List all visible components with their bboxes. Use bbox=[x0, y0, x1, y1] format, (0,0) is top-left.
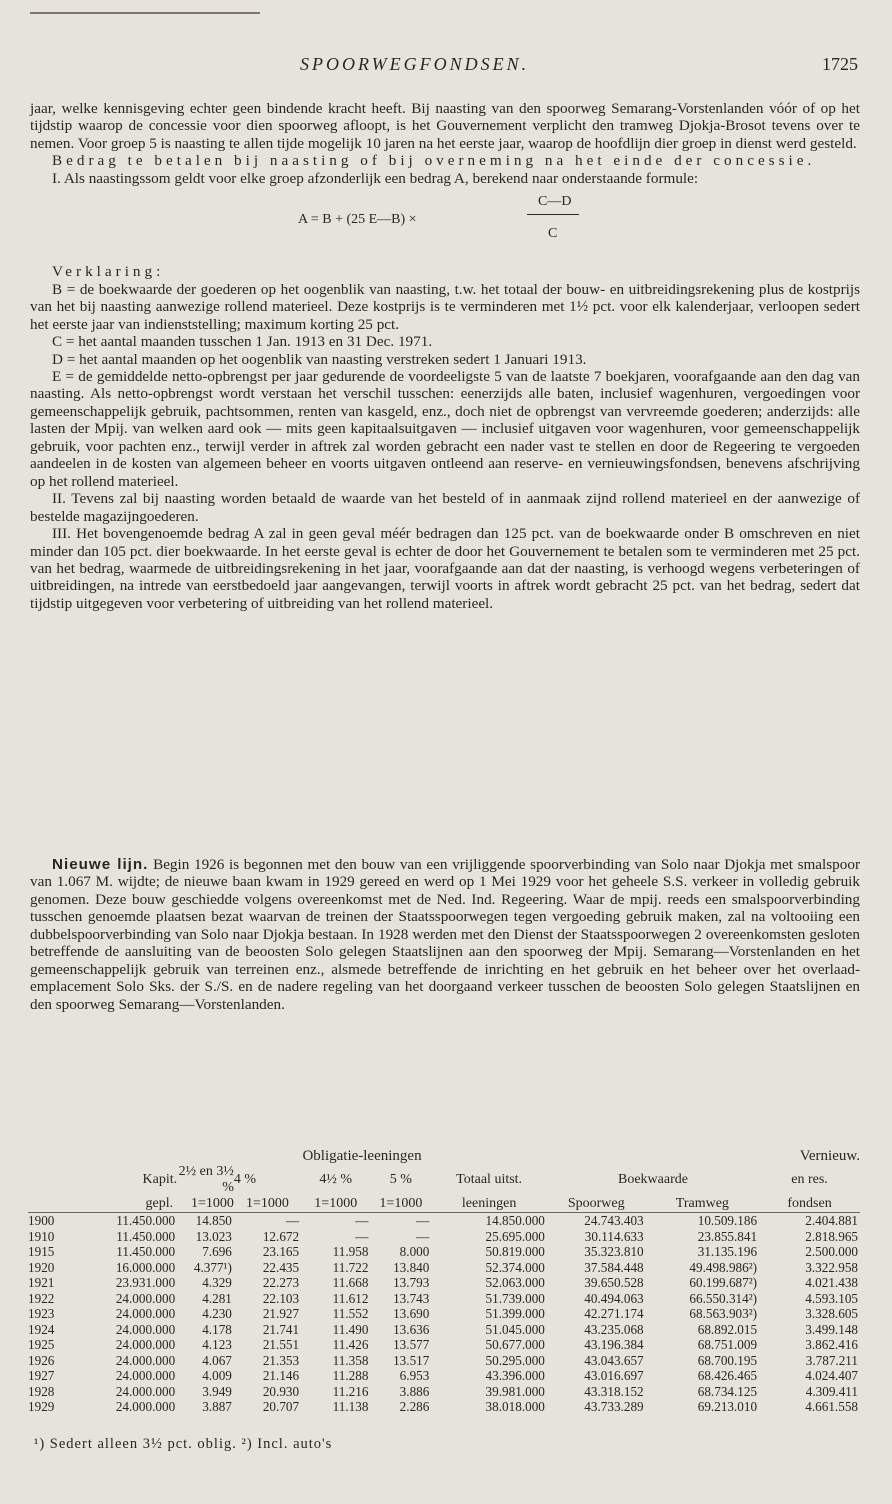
formula-denominator: C bbox=[548, 226, 558, 242]
table-cell: 11.288 bbox=[332, 1368, 369, 1383]
table-cell: 68.700.195 bbox=[697, 1352, 758, 1368]
table-cell: 14.850.000 bbox=[485, 1213, 545, 1228]
table-cell: 21.353 bbox=[262, 1352, 300, 1368]
table-cell-year: 1923 bbox=[28, 1306, 55, 1321]
table-cell: 24.000.000 bbox=[115, 1290, 176, 1306]
fraction-line bbox=[527, 214, 579, 215]
table-cell: 11.958 bbox=[332, 1244, 369, 1259]
header-col-2half: 2½ en 3½ % bbox=[178, 1164, 234, 1195]
table-cell: 40.494.063 bbox=[584, 1290, 644, 1306]
table-cell: 4.661.558 bbox=[805, 1399, 858, 1414]
header-unit-4: 1=1000 bbox=[379, 1196, 423, 1211]
definition-c: C = het aantal maanden tusschen 1 Jan. 1913 en 31 Dec. 1971. bbox=[52, 333, 433, 351]
header-kapit: Kapit. bbox=[142, 1172, 178, 1187]
table-cell: 39.981.000 bbox=[485, 1383, 545, 1399]
table-cell: 20.930 bbox=[262, 1383, 300, 1399]
definition-e: E = de gemiddelde netto-opbrengst per jaar gedurende de voordeeligste 5 van de laatste 7 boekjaren, voorafgaande aan den dag van naasting. Als netto-opbrengst wordt verstaan het verschil tusschen: eenerzijds alle baten, inclusief wagenhuren, vergoedingen voor gemeenschappelijk gebruik, pachtsommen, renten van kasgeld, enz., doch niet de opbrengst van vervreemde goederen; anderzijds: alle lasten der Mpij. van welken aard ook — mits geen kapitaalsuitgaven — inclusief uitgaven voor wagenhuren, voor gemeenschappelijk gebruik, voor pachten enz., terwijl verder in aftrek zal worden gebracht een nader vast te stellen en door de Regeering te vergoeden aandeelen in de kosten van algemeen beheer en voorts uitgaven ontleend aan reserve- en vernieuwingsfondsen, benevens afschrijving op het rollend materieel. bbox=[30, 367, 860, 490]
table-row bbox=[28, 1260, 860, 1276]
table-cell: 11.426 bbox=[332, 1337, 369, 1352]
table-cell: 24.000.000 bbox=[115, 1321, 176, 1337]
table-cell: 4.377¹) bbox=[193, 1259, 232, 1275]
header-fondsen: fondsen bbox=[787, 1196, 832, 1211]
table-cell: 4.329 bbox=[202, 1275, 232, 1290]
table-body bbox=[28, 1213, 860, 1415]
table-cell: 6.953 bbox=[399, 1368, 430, 1383]
table-cell: 13.636 bbox=[393, 1321, 430, 1337]
table-cell: 23.931.000 bbox=[115, 1275, 176, 1290]
heading-bedrag: Bedrag te betalen bij naasting of bij overneming na het einde der concessie. bbox=[52, 152, 816, 170]
table-cell: 52.374.000 bbox=[485, 1259, 545, 1275]
table-cell: 24.000.000 bbox=[115, 1383, 176, 1399]
table-cell: 11.490 bbox=[332, 1321, 369, 1337]
table-cell: 12.672 bbox=[262, 1228, 300, 1244]
table-cell: 31.135.196 bbox=[697, 1244, 758, 1259]
verklaring-heading: Verklaring: bbox=[52, 263, 165, 281]
paragraph-ii: II. Tevens zal bij naasting worden betaald de waarde van het besteld of in aanmaak zijnd rollend materieel en der aanwezige of bestelde magazijngoederen. bbox=[30, 490, 860, 525]
table-cell: 50.677.000 bbox=[485, 1337, 545, 1352]
table-cell: 24.000.000 bbox=[115, 1337, 176, 1352]
table-row bbox=[28, 1275, 860, 1291]
table-cell: 11.612 bbox=[332, 1290, 369, 1306]
table-cell: 2.818.965 bbox=[805, 1228, 858, 1244]
table-cell: 20.707 bbox=[262, 1399, 300, 1414]
table-cell: 68.563.903²) bbox=[689, 1306, 758, 1321]
header-tramweg: Tramweg bbox=[675, 1196, 729, 1211]
table-cell: 49.498.986²) bbox=[689, 1259, 758, 1275]
header-leeningen: leeningen bbox=[461, 1196, 517, 1211]
table-row bbox=[28, 1322, 860, 1338]
table-cell: 24.000.000 bbox=[115, 1368, 176, 1383]
table-cell: 3.499.148 bbox=[805, 1321, 858, 1337]
section-naasting bbox=[30, 100, 860, 612]
naastingssom-formula bbox=[30, 187, 860, 263]
table-cell: 21.551 bbox=[262, 1337, 300, 1352]
table-cell: 14.850 bbox=[195, 1213, 232, 1228]
section-nieuwe-lijn bbox=[30, 856, 860, 1013]
table-cell: 3.887 bbox=[202, 1399, 232, 1414]
table-cell: 13.793 bbox=[393, 1275, 430, 1290]
table-cell: 4.021.438 bbox=[805, 1275, 858, 1290]
table-cell: 3.949 bbox=[202, 1383, 232, 1399]
table-cell: 3.322.958 bbox=[805, 1259, 858, 1275]
table-cell: 51.399.000 bbox=[485, 1306, 545, 1321]
table-cell: 11.216 bbox=[332, 1383, 369, 1399]
footnote: ¹) Sedert alleen 3½ pct. oblig. ²) Incl. auto's bbox=[34, 1436, 333, 1452]
table-cell: 4.281 bbox=[202, 1290, 232, 1306]
table-row bbox=[28, 1229, 860, 1245]
table-cell: 23.165 bbox=[262, 1244, 300, 1259]
table-cell: 13.517 bbox=[393, 1352, 430, 1368]
table-row bbox=[28, 1368, 860, 1384]
header-col-4half: 4½ % bbox=[319, 1172, 353, 1187]
table-cell: 2.500.000 bbox=[805, 1244, 858, 1259]
paragraph-formula-intro: I. Als naastingssom geldt voor elke groep afzonderlijk een bedrag A, berekend naar onderstaande formule: bbox=[52, 169, 699, 187]
table-cell: 8.000 bbox=[399, 1244, 430, 1259]
table-cell: 43.733.289 bbox=[584, 1399, 644, 1414]
table-cell: 43.235.068 bbox=[584, 1321, 644, 1337]
table-cell: 2.286 bbox=[399, 1399, 430, 1414]
table-cell: 4.309.411 bbox=[805, 1383, 858, 1399]
header-boekwaarde: Boekwaarde bbox=[618, 1172, 688, 1187]
table-cell: 10.509.186 bbox=[697, 1213, 758, 1228]
table-cell: 11.138 bbox=[332, 1399, 369, 1414]
table-cell: 3.328.605 bbox=[805, 1306, 858, 1321]
table-cell: 43.196.384 bbox=[584, 1337, 644, 1352]
formula-numerator: C—D bbox=[538, 194, 572, 210]
table-cell-year: 1929 bbox=[28, 1399, 55, 1414]
table-cell: 22.103 bbox=[262, 1290, 300, 1306]
table-cell: 11.552 bbox=[332, 1306, 369, 1321]
table-cell-year: 1922 bbox=[28, 1290, 55, 1306]
table-cell: — bbox=[416, 1213, 430, 1228]
table-cell: 4.024.407 bbox=[805, 1368, 858, 1383]
page-header bbox=[0, 54, 892, 78]
nieuwe-lijn-lead: Nieuwe lijn. bbox=[52, 856, 149, 873]
table-cell: 69.213.010 bbox=[697, 1399, 758, 1414]
table-cell: 25.695.000 bbox=[485, 1228, 545, 1244]
table-cell: 13.023 bbox=[195, 1228, 232, 1244]
table-cell: 4.178 bbox=[202, 1321, 232, 1337]
table-cell: — bbox=[285, 1213, 300, 1228]
table-cell: 51.045.000 bbox=[485, 1321, 545, 1337]
table-cell: 11.450.000 bbox=[116, 1228, 176, 1244]
table-cell: 43.318.152 bbox=[584, 1383, 644, 1399]
table-cell: 11.358 bbox=[332, 1352, 369, 1368]
table-cell: 21.741 bbox=[262, 1321, 300, 1337]
table-cell-year: 1927 bbox=[28, 1368, 55, 1383]
table-cell: 68.892.015 bbox=[697, 1321, 758, 1337]
header-spoorweg: Spoorweg bbox=[567, 1196, 625, 1211]
header-en-res: en res. bbox=[791, 1172, 828, 1187]
table-cell: 7.696 bbox=[202, 1244, 232, 1259]
header-unit-2: 1=1000 bbox=[246, 1196, 289, 1211]
table-cell: 13.743 bbox=[393, 1290, 430, 1306]
table-cell: 23.855.841 bbox=[697, 1228, 758, 1244]
table-cell: 37.584.448 bbox=[584, 1259, 644, 1275]
table-cell: 68.734.125 bbox=[697, 1383, 758, 1399]
table-cell: 4.230 bbox=[202, 1306, 232, 1321]
table-cell: 4.009 bbox=[202, 1368, 232, 1383]
table-cell-year: 1928 bbox=[28, 1383, 55, 1399]
table-row bbox=[28, 1244, 860, 1260]
table-cell: 4.593.105 bbox=[805, 1290, 858, 1306]
page-number: 1725 bbox=[822, 54, 858, 74]
table-cell: 21.927 bbox=[262, 1306, 300, 1321]
running-title: SPOORWEGFONDSEN. bbox=[300, 54, 530, 74]
paragraph-naasting-intro: jaar, welke kennisgeving echter geen bindende kracht heeft. Bij naasting van den spoorweg Semarang-Vorstenlanden vóór of op het tijdstip waarop de concessie voor dien spoorweg afloopt, is het Gouvernement verplicht den tramweg Djokja-Brosot tevens over te nemen. Voor groep 5 is naasting te allen tijde mogelijk 10 jaren na het eerste jaar, waarop de hoofdlijn dier groep in dienst werd gesteld. bbox=[30, 100, 860, 152]
table-cell: 22.435 bbox=[262, 1259, 300, 1275]
table-cell: 3.862.416 bbox=[805, 1337, 858, 1352]
table-cell: 38.018.000 bbox=[485, 1399, 545, 1414]
table-cell-year: 1925 bbox=[28, 1337, 55, 1352]
header-col-4: 4 % bbox=[233, 1172, 257, 1187]
table-cell: 3.886 bbox=[399, 1383, 430, 1399]
header-vernieuw: Vernieuw. bbox=[799, 1148, 860, 1164]
header-obligatie-leeningen: Obligatie-leeningen bbox=[302, 1148, 422, 1164]
table-cell: 24.000.000 bbox=[115, 1352, 176, 1368]
table-cell: 21.146 bbox=[262, 1368, 300, 1383]
definition-b: B = de boekwaarde der goederen op het oogenblik van naasting, t.w. het totaal der bouw- en uitbreidingsrekening plus de kostprijs van het bij naasting aanwezige rollend materieel. Deze kostprijs is te verminderen met 1½ pct. voor elk kalenderjaar, verloopen sedert het eerste jaar van indienststelling; maximum korting 25 pct. bbox=[30, 280, 860, 333]
table-row bbox=[28, 1384, 860, 1400]
table-row bbox=[28, 1353, 860, 1369]
table-cell-year: 1910 bbox=[28, 1228, 55, 1244]
table-cell: 2.404.881 bbox=[805, 1213, 858, 1228]
table-row bbox=[28, 1399, 860, 1415]
table-row bbox=[28, 1337, 860, 1353]
header-col-5: 5 % bbox=[389, 1172, 412, 1187]
table-cell: 42.271.174 bbox=[584, 1306, 644, 1321]
table-cell: 13.690 bbox=[393, 1306, 430, 1321]
table-cell: 11.450.000 bbox=[116, 1244, 176, 1259]
table-row bbox=[28, 1213, 860, 1229]
table-cell: 60.199.687²) bbox=[689, 1275, 758, 1290]
table-cell: 43.043.657 bbox=[584, 1352, 644, 1368]
table-cell: 52.063.000 bbox=[485, 1275, 545, 1290]
formula-lhs: A = B + (25 E—B) × bbox=[298, 212, 417, 228]
table-cell: 11.450.000 bbox=[116, 1213, 176, 1228]
table-cell: — bbox=[355, 1228, 369, 1244]
table-cell: 68.426.465 bbox=[697, 1368, 758, 1383]
header-gepl: gepl. bbox=[145, 1196, 174, 1211]
table-cell: — bbox=[355, 1213, 369, 1228]
table-cell-year: 1926 bbox=[28, 1352, 55, 1368]
paragraph-iii: III. Het bovengenoemde bedrag A zal in geen geval méér bedragen dan 125 pct. van de boekwaarde onder B omschreven en niet minder dan 105 pct. dier boekwaarde. In het eerste geval is echter de door het Gouvernement te betalen som te verminderen met 25 pct. van het bedrag, waarmede de uitbreidingsrekening in het jaar, voorafgaande aan dat der naasting, is verhoogd wegens verbeteringen of uitbreidingen, na intrede van eerstbedoeld jaar aangevangen, terwijl voorts in aftrek wordt gebracht 25 pct. van het bedrag, sedert dat tijdstip uitgegeven voor verbetering of uitbreiding van het rollend materieel. bbox=[30, 525, 860, 612]
table-cell: 13.840 bbox=[393, 1259, 430, 1275]
table-cell: 4.123 bbox=[202, 1337, 232, 1352]
header-unit-3: 1=1000 bbox=[314, 1196, 358, 1211]
table-cell-year: 1921 bbox=[28, 1275, 55, 1290]
financial-table bbox=[28, 1148, 860, 1415]
table-cell: 39.650.528 bbox=[584, 1275, 644, 1290]
header-totaal: Totaal uitst. bbox=[456, 1172, 523, 1187]
definition-d: D = het aantal maanden op het oogenblik van naasting verstreken sedert 1 Januari 1913. bbox=[52, 350, 587, 368]
table-cell: 43.016.697 bbox=[584, 1368, 644, 1383]
table-cell: 24.743.403 bbox=[584, 1213, 644, 1228]
table-cell: 35.323.810 bbox=[584, 1244, 644, 1259]
table-cell: 50.295.000 bbox=[485, 1352, 545, 1368]
table-cell-year: 1920 bbox=[28, 1259, 55, 1275]
table-row bbox=[28, 1306, 860, 1322]
table-cell: 24.000.000 bbox=[115, 1306, 176, 1321]
table-cell: — bbox=[416, 1228, 430, 1244]
table-cell: 30.114.633 bbox=[584, 1228, 644, 1244]
table-row bbox=[28, 1291, 860, 1307]
table-cell-year: 1915 bbox=[28, 1244, 55, 1259]
table-cell: 66.550.314²) bbox=[689, 1290, 758, 1306]
table-cell: 4.067 bbox=[202, 1352, 232, 1368]
table-cell: 68.751.009 bbox=[697, 1337, 758, 1352]
table-cell-year: 1900 bbox=[28, 1213, 55, 1228]
table-cell-year: 1924 bbox=[28, 1321, 55, 1337]
table-cell: 16.000.000 bbox=[115, 1259, 176, 1275]
table-cell: 13.577 bbox=[393, 1337, 430, 1352]
table-cell: 43.396.000 bbox=[485, 1368, 545, 1383]
table-cell: 50.819.000 bbox=[485, 1244, 545, 1259]
nieuwe-lijn-text: Begin 1926 is begonnen met den bouw van een vrijliggende spoorverbinding van Solo naar Djokja met smalspoor van 1.067 M. wijdte; de nieuwe baan kwam in 1929 gereed en werd op 1 Mei 1929 voor het geheele S.S. verkeer in volledig gebruik genomen. Deze bouw geschiedde volgens overeenkomst met de Ned. Ind. Regeering. Waar de mpij. reeds een smalspoorverbinding tusschen genoemde plaatsen bezat waarvan de treinen der Staatsspoorwegen tegen vergoeding gebruik maken, zal na voltooiing een dubbelspoorverbinding van Solo naar Djokja bestaan. In 1928 werden met den Dienst der Staatsspoorwegen 2 overeenkomsten gesloten betreffende de aansluiting van de beoosten Solo gelegen Staatslijnen aan den spoorweg der Mpij. Semarang—Vorstenlanden en het gemeenschappelijk gebruik van terreinen enz., alsmede betreffende de inrichting en het gebruik en het beheer over het overlaad-emplacement Solo Sks. der S./S. en de nadere regeling van het doorgaand verkeer tusschen de beoosten Solo gelegen Staatslijnen en den spoorweg Semarang—Vorstenlanden. bbox=[30, 856, 861, 1013]
table-cell: 11.668 bbox=[332, 1275, 369, 1290]
table-cell: 51.739.000 bbox=[485, 1290, 545, 1306]
top-rule bbox=[30, 12, 260, 14]
table-cell: 3.787.211 bbox=[805, 1352, 858, 1368]
table-cell: 22.273 bbox=[262, 1275, 300, 1290]
table-cell: 24.000.000 bbox=[115, 1399, 176, 1414]
header-unit-1: 1=1000 bbox=[190, 1196, 234, 1211]
table-cell: 11.722 bbox=[332, 1259, 369, 1275]
